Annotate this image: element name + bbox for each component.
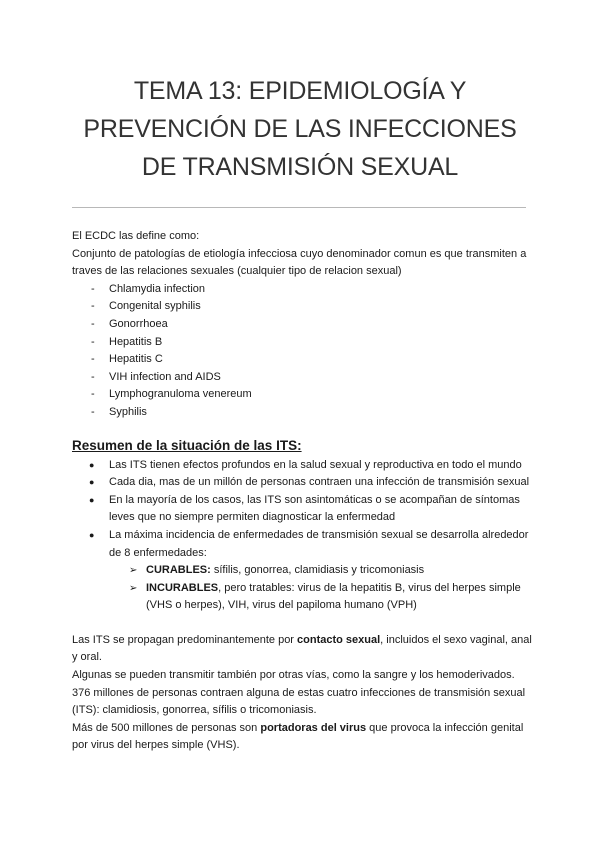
list-item-text: Hepatitis B [109,335,163,348]
list-item [72,404,532,422]
paragraph-text: que provoca la infección genital por virus del herpes simple (VHS). [72,721,524,752]
list-item-text: La máxima incidencia de enfermedades de transmisión sexual se desarrolla alrededor de 8 enfermedades: [109,528,529,559]
curables-label: CURABLES: [146,564,211,577]
paragraph [72,632,532,667]
summary-list [72,457,532,615]
list-item-text: Gonorrhoea [109,317,168,330]
title-line: PREVENCIÓN DE LAS INFECCIONES [83,115,517,143]
arrow-bullet-icon: ➢ [129,582,138,594]
paragraph [72,720,532,755]
spacer [72,615,532,632]
bold-text: portadoras del virus [260,721,367,734]
bullet-icon: ● [89,477,95,488]
title-line: TEMA 13: EPIDEMIOLOGÍA Y [133,77,467,105]
list-item-text: Chlamydia infection [109,282,205,295]
intro-line: El ECDC las define como: [72,230,200,242]
bullet-icon: ● [89,494,95,505]
list-item-text: Congenital syphilis [109,300,201,313]
dash-marker: - [91,388,95,401]
arrow-bullet-icon: ➢ [129,565,138,577]
paragraph: Algunas se pueden transmitir también por otras vías, como la sangre y los hemoderivados. [72,669,515,682]
title-divider [72,207,526,208]
list-item [72,474,532,492]
paragraph-text: Las ITS se propagan predominantemente por [72,633,298,646]
incurables-label: INCURABLES [146,581,219,594]
list-item [72,492,532,527]
list-item-text: VIH infection and AIDS [109,370,221,383]
infection-list [72,281,532,422]
dash-marker: - [91,405,95,418]
list-item [72,334,532,352]
disease-sublist [109,562,532,615]
dash-marker: - [91,353,95,366]
document-body [72,228,532,755]
paragraph-text: Más de 500 millones de personas son [72,721,261,734]
list-item-text: Lymphogranuloma venereum [109,388,252,401]
list-item-text: Las ITS tienen efectos profundos en la salud sexual y reproductiva en todo el mundo [109,458,522,471]
list-item [72,457,532,475]
dash-marker: - [91,335,95,348]
title-line: DE TRANSMISIÓN SEXUAL [141,153,459,181]
list-item [72,298,532,316]
paragraph: 376 millones de personas contraen alguna de estas cuatro infecciones de transmisión sexual (ITS): clamidiosis, gonorrea, sífilis o tricomoniasis. [72,686,526,717]
bullet-icon: ● [89,459,95,470]
list-item [72,369,532,387]
incurables-text: , pero tratables: virus de la hepatitis B, virus del herpes simple (VHS o herpes), VIH, virus del papiloma humano (VPH) [146,581,521,612]
dash-marker: - [91,300,95,313]
dash-marker: - [91,370,95,383]
paragraph-text: , incluidos el sexo vaginal, anal y oral. [72,633,532,664]
dash-marker: - [91,282,95,295]
list-item-text: Syphilis [109,405,147,418]
bullet-icon: ● [89,529,95,540]
sub-list-item [109,562,532,580]
list-item [72,386,532,404]
sub-list-item [109,580,532,615]
intro-definition: Conjunto de patologías de etiología infecciosa cuyo denominador comun es que transmiten a traves de las relaciones sexuales (cualquier tipo de relacion sexual) [72,247,527,278]
curables-text: sífilis, gonorrea, clamidiasis y tricomoniasis [210,564,425,577]
list-item-text: En la mayoría de los casos, las ITS son asintomáticas o se acompañan de síntomas leves que no siempre permiten diagnosticar la enfermedad [109,493,520,524]
list-item-text: Cada dia, mas de un millón de personas contraen una infección de transmisión sexual [109,476,530,489]
page-title [72,72,528,186]
dash-marker: - [91,317,95,330]
list-item [72,351,532,369]
list-item [72,281,532,299]
list-item-text: Hepatitis C [109,353,163,366]
section-heading: Resumen de la situación de las ITS: [72,437,302,453]
bold-text: contacto sexual [297,633,381,646]
list-item [72,527,532,615]
list-item [72,316,532,334]
